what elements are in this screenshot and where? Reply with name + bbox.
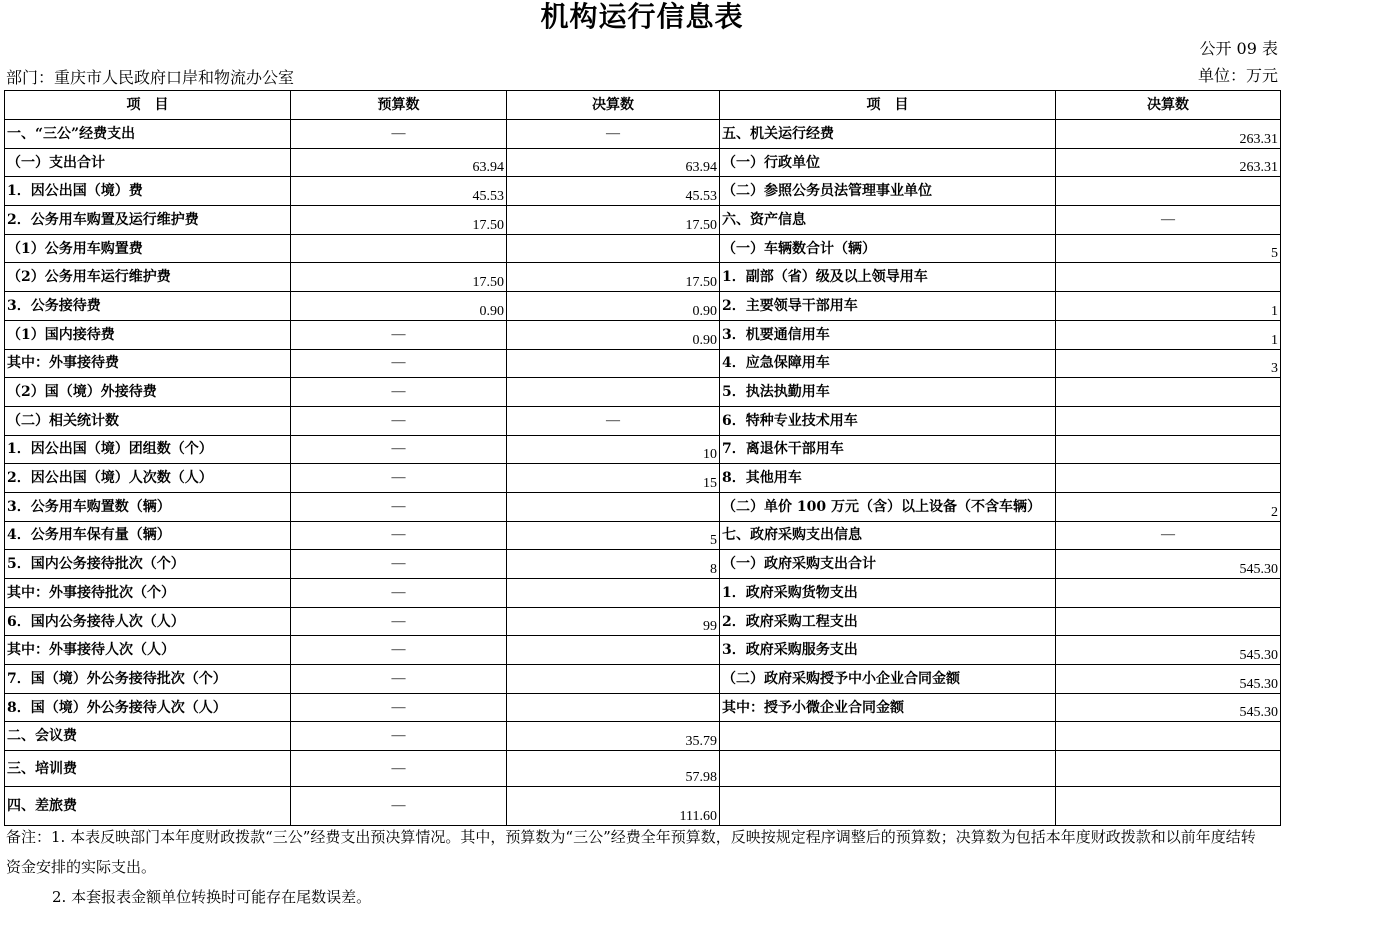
row-right-value bbox=[1056, 378, 1281, 407]
row-label-right: 8．其他用车 bbox=[720, 464, 1056, 493]
row-right-value: 1 bbox=[1056, 292, 1281, 321]
row-right-value: 1 bbox=[1056, 320, 1281, 349]
row-budget-value: 0.90 bbox=[291, 292, 507, 321]
row-label-left: （2）国（境）外接待费 bbox=[5, 378, 291, 407]
row-label-left: 6．国内公务接待人次（人） bbox=[5, 607, 291, 636]
row-label-left: 8．国（境）外公务接待人次（人） bbox=[5, 693, 291, 722]
table-row bbox=[5, 320, 1281, 349]
row-budget-value: — bbox=[291, 320, 507, 349]
header-item-right: 项 目 bbox=[720, 91, 1056, 120]
row-label-left: 5．国内公务接待批次（个） bbox=[5, 550, 291, 579]
table-row bbox=[5, 148, 1281, 177]
row-label-left: （一）支出合计 bbox=[5, 148, 291, 177]
row-final-value bbox=[507, 665, 720, 694]
header-budget: 预算数 bbox=[291, 91, 507, 120]
row-budget-value: 45.53 bbox=[291, 177, 507, 206]
row-right-value bbox=[1056, 607, 1281, 636]
row-label-right: 五、机关运行经费 bbox=[720, 120, 1056, 149]
row-label-left: 其中：外事接待批次（个） bbox=[5, 579, 291, 608]
row-label-left: 1．因公出国（境）费 bbox=[5, 177, 291, 206]
row-label-right: （二）参照公务员法管理事业单位 bbox=[720, 177, 1056, 206]
row-label-left: 其中：外事接待费 bbox=[5, 349, 291, 378]
row-budget-value: — bbox=[291, 693, 507, 722]
row-label-right: 3．政府采购服务支出 bbox=[720, 636, 1056, 665]
row-budget-value: 17.50 bbox=[291, 206, 507, 235]
row-budget-value: 63.94 bbox=[291, 148, 507, 177]
row-label-left: 三、培训费 bbox=[5, 751, 291, 787]
department-label: 部门：重庆市人民政府口岸和物流办公室 bbox=[6, 68, 295, 87]
table-row bbox=[5, 263, 1281, 292]
note-line-2: 资金安排的实际支出。 bbox=[6, 858, 157, 876]
row-right-value bbox=[1056, 751, 1281, 787]
row-budget-value: — bbox=[291, 349, 507, 378]
row-budget-value: — bbox=[291, 378, 507, 407]
table-row bbox=[5, 406, 1281, 435]
row-final-value: 57.98 bbox=[507, 751, 720, 787]
row-label-right: 2．主要领导干部用车 bbox=[720, 292, 1056, 321]
note-line-1: 备注：1. 本表反映部门本年度财政拨款“三公”经费支出预决算情况。其中，预算数为“三公”经费全年预算数，反映按规定程序调整后的预算数；决算数为包括本年度财政拨款和以前年度结转 bbox=[6, 828, 1256, 846]
row-final-value: 15 bbox=[507, 464, 720, 493]
row-right-value bbox=[1056, 435, 1281, 464]
row-budget-value: — bbox=[291, 636, 507, 665]
row-label-right: （二）政府采购授予中小企业合同金额 bbox=[720, 665, 1056, 694]
row-label-right: （一）行政单位 bbox=[720, 148, 1056, 177]
table-row bbox=[5, 722, 1281, 751]
row-label-right bbox=[720, 787, 1056, 826]
row-label-right: 1．政府采购货物支出 bbox=[720, 579, 1056, 608]
row-label-right: 5．执法执勤用车 bbox=[720, 378, 1056, 407]
row-final-value: — bbox=[507, 120, 720, 149]
table-row bbox=[5, 378, 1281, 407]
table-row bbox=[5, 607, 1281, 636]
table-row bbox=[5, 435, 1281, 464]
row-label-left: （2）公务用车运行维护费 bbox=[5, 263, 291, 292]
table-header-row bbox=[5, 91, 1281, 120]
row-right-value bbox=[1056, 263, 1281, 292]
row-label-left: 2．因公出国（境）人次数（人） bbox=[5, 464, 291, 493]
table-row bbox=[5, 693, 1281, 722]
table-row bbox=[5, 206, 1281, 235]
row-final-value: 99 bbox=[507, 607, 720, 636]
row-label-right: （二）单价 100 万元（含）以上设备（不含车辆） bbox=[720, 492, 1056, 521]
note-line-3: 2. 本套报表金额单位转换时可能存在尾数误差。 bbox=[52, 888, 372, 906]
row-right-value: 2 bbox=[1056, 492, 1281, 521]
table-row bbox=[5, 120, 1281, 149]
row-budget-value: — bbox=[291, 550, 507, 579]
row-label-right: （一）车辆数合计（辆） bbox=[720, 234, 1056, 263]
row-right-value bbox=[1056, 787, 1281, 826]
table-row bbox=[5, 492, 1281, 521]
row-label-right: 七、政府采购支出信息 bbox=[720, 521, 1056, 550]
row-label-right: （一）政府采购支出合计 bbox=[720, 550, 1056, 579]
form-number: 公开 09 表 bbox=[1199, 39, 1278, 58]
row-final-value: 111.60 bbox=[507, 787, 720, 826]
row-right-value: 3 bbox=[1056, 349, 1281, 378]
row-right-value: 545.30 bbox=[1056, 550, 1281, 579]
row-budget-value: — bbox=[291, 406, 507, 435]
row-label-right: 7．离退休干部用车 bbox=[720, 435, 1056, 464]
row-final-value bbox=[507, 579, 720, 608]
row-label-right bbox=[720, 751, 1056, 787]
row-label-left: 3．公务接待费 bbox=[5, 292, 291, 321]
row-final-value: 17.50 bbox=[507, 206, 720, 235]
row-budget-value: — bbox=[291, 665, 507, 694]
row-final-value: 0.90 bbox=[507, 292, 720, 321]
row-final-value: 17.50 bbox=[507, 263, 720, 292]
header-final-right: 决算数 bbox=[1056, 91, 1281, 120]
row-final-value: 8 bbox=[507, 550, 720, 579]
row-label-right: 六、资产信息 bbox=[720, 206, 1056, 235]
row-label-right: 3．机要通信用车 bbox=[720, 320, 1056, 349]
row-right-value bbox=[1056, 722, 1281, 751]
row-right-value: — bbox=[1056, 521, 1281, 550]
row-label-left: 1．因公出国（境）团组数（个） bbox=[5, 435, 291, 464]
row-final-value: 35.79 bbox=[507, 722, 720, 751]
row-right-value: 545.30 bbox=[1056, 636, 1281, 665]
row-budget-value bbox=[291, 234, 507, 263]
row-right-value: — bbox=[1056, 206, 1281, 235]
row-right-value: 545.30 bbox=[1056, 665, 1281, 694]
row-budget-value: — bbox=[291, 521, 507, 550]
row-final-value bbox=[507, 378, 720, 407]
row-label-left: 4．公务用车保有量（辆） bbox=[5, 521, 291, 550]
table-row bbox=[5, 787, 1281, 826]
row-right-value bbox=[1056, 177, 1281, 206]
row-final-value bbox=[507, 636, 720, 665]
row-final-value: — bbox=[507, 406, 720, 435]
table-row bbox=[5, 665, 1281, 694]
table-row bbox=[5, 636, 1281, 665]
page-title: 机构运行信息表 bbox=[540, 0, 744, 33]
row-final-value bbox=[507, 492, 720, 521]
table-row bbox=[5, 177, 1281, 206]
row-label-right: 4．应急保障用车 bbox=[720, 349, 1056, 378]
row-label-left: 3．公务用车购置数（辆） bbox=[5, 492, 291, 521]
row-right-value: 263.31 bbox=[1056, 120, 1281, 149]
row-final-value: 5 bbox=[507, 521, 720, 550]
row-right-value bbox=[1056, 579, 1281, 608]
row-budget-value: — bbox=[291, 492, 507, 521]
table-row bbox=[5, 464, 1281, 493]
row-budget-value: — bbox=[291, 607, 507, 636]
row-label-left: （1）公务用车购置费 bbox=[5, 234, 291, 263]
row-budget-value: — bbox=[291, 787, 507, 826]
row-label-right: 6．特种专业技术用车 bbox=[720, 406, 1056, 435]
row-label-left: 7．国（境）外公务接待批次（个） bbox=[5, 665, 291, 694]
table-row bbox=[5, 349, 1281, 378]
header-final-left: 决算数 bbox=[507, 91, 720, 120]
row-label-left: 一、“三公”经费支出 bbox=[5, 120, 291, 149]
row-label-right: 2．政府采购工程支出 bbox=[720, 607, 1056, 636]
row-label-left: 四、差旅费 bbox=[5, 787, 291, 826]
info-table bbox=[4, 90, 1281, 826]
row-label-left: （二）相关统计数 bbox=[5, 406, 291, 435]
row-label-left: 其中：外事接待人次（人） bbox=[5, 636, 291, 665]
row-right-value: 5 bbox=[1056, 234, 1281, 263]
table-row bbox=[5, 751, 1281, 787]
table-row bbox=[5, 521, 1281, 550]
row-label-right: 其中：授予小微企业合同金额 bbox=[720, 693, 1056, 722]
row-right-value bbox=[1056, 464, 1281, 493]
row-right-value bbox=[1056, 406, 1281, 435]
row-final-value bbox=[507, 234, 720, 263]
row-right-value: 263.31 bbox=[1056, 148, 1281, 177]
row-label-left: 二、会议费 bbox=[5, 722, 291, 751]
table-row bbox=[5, 292, 1281, 321]
row-final-value bbox=[507, 349, 720, 378]
table-row bbox=[5, 550, 1281, 579]
row-final-value bbox=[507, 693, 720, 722]
row-budget-value: — bbox=[291, 120, 507, 149]
row-budget-value: 17.50 bbox=[291, 263, 507, 292]
row-budget-value: — bbox=[291, 435, 507, 464]
table-row bbox=[5, 234, 1281, 263]
row-label-right: 1．副部（省）级及以上领导用车 bbox=[720, 263, 1056, 292]
row-label-left: （1）国内接待费 bbox=[5, 320, 291, 349]
row-budget-value: — bbox=[291, 464, 507, 493]
row-label-right bbox=[720, 722, 1056, 751]
row-budget-value: — bbox=[291, 751, 507, 787]
row-budget-value: — bbox=[291, 722, 507, 751]
unit-label: 单位：万元 bbox=[1197, 66, 1278, 85]
row-label-left: 2．公务用车购置及运行维护费 bbox=[5, 206, 291, 235]
row-final-value: 63.94 bbox=[507, 148, 720, 177]
row-final-value: 10 bbox=[507, 435, 720, 464]
table-row bbox=[5, 579, 1281, 608]
row-final-value: 45.53 bbox=[507, 177, 720, 206]
notes bbox=[6, 822, 1386, 912]
row-final-value: 0.90 bbox=[507, 320, 720, 349]
row-budget-value: — bbox=[291, 579, 507, 608]
header-item-left: 项 目 bbox=[5, 91, 291, 120]
row-right-value: 545.30 bbox=[1056, 693, 1281, 722]
